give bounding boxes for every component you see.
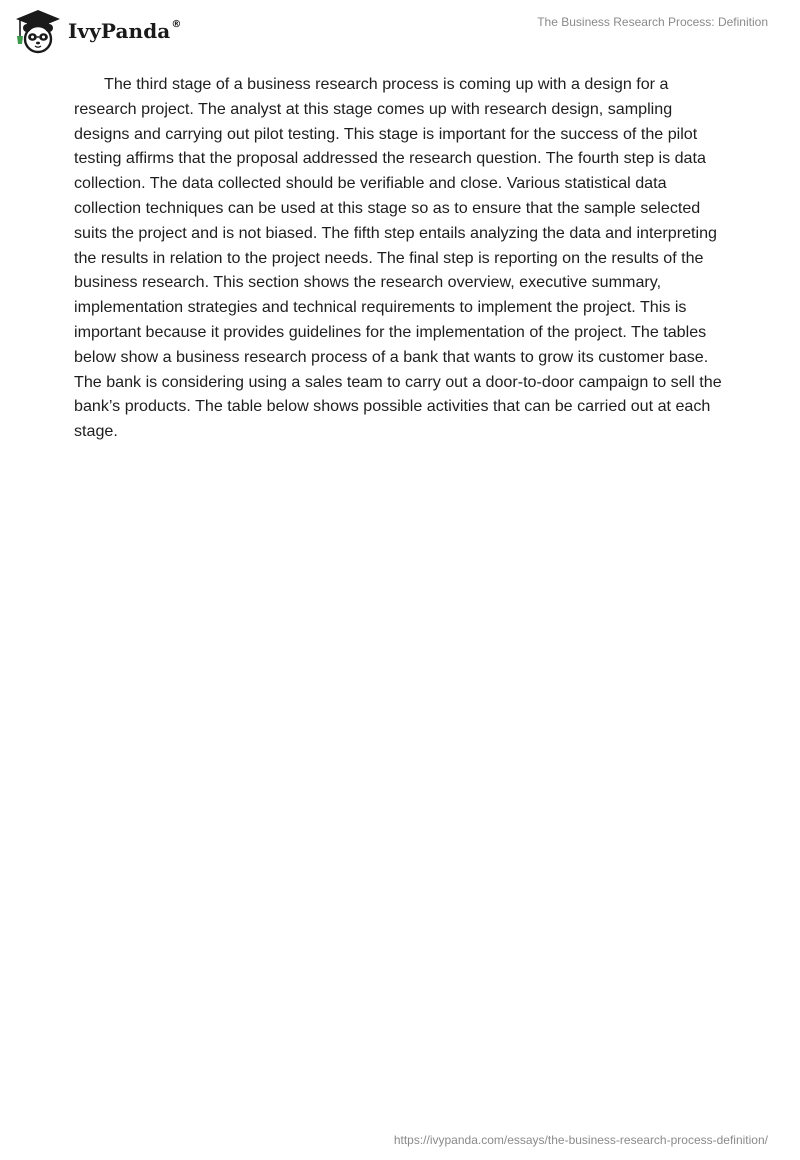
logo-wordmark: IvyPanda® [68,19,182,43]
document-title: The Business Research Process: Definition [537,15,768,29]
source-url-link[interactable]: https://ivypanda.com/essays/the-business-research-process-definition/ [393,1133,768,1147]
essay-paragraph: The third stage of a business research process is coming up with a design for a research project. The analyst at this stage comes up with research design, sampling designs and carrying out pilot testing. This stage is important for the success of the pilot testing affirms that the proposal addressed the research question. The fourth step is data collection. The data collected should be verifiable and close. Various statistical data collection techniques can be used at this stage so as to ensure that the sample selected suits the project and is not biased. The fifth step entails analyzing the data and interpreting the results in relation to the project needs. The final step is reporting on the results of the business research. This section shows the research overview, executive summary, implementation strategies and technical requirements to implement the project. This is important because it provides guidelines for the implementation of the project. The tables below show a business research process of a bank that wants to grow its customer base. The bank is considering using a sales team to carry out a door-to-door campaign to sell the bank’s products. The table below shows possible activities that can be carried out at each stage. [74,75,722,441]
panda-graduate-icon [14,8,62,54]
registered-mark: ® [171,19,182,31]
ivypanda-logo[interactable] [14,8,181,54]
page-header [0,0,800,62]
